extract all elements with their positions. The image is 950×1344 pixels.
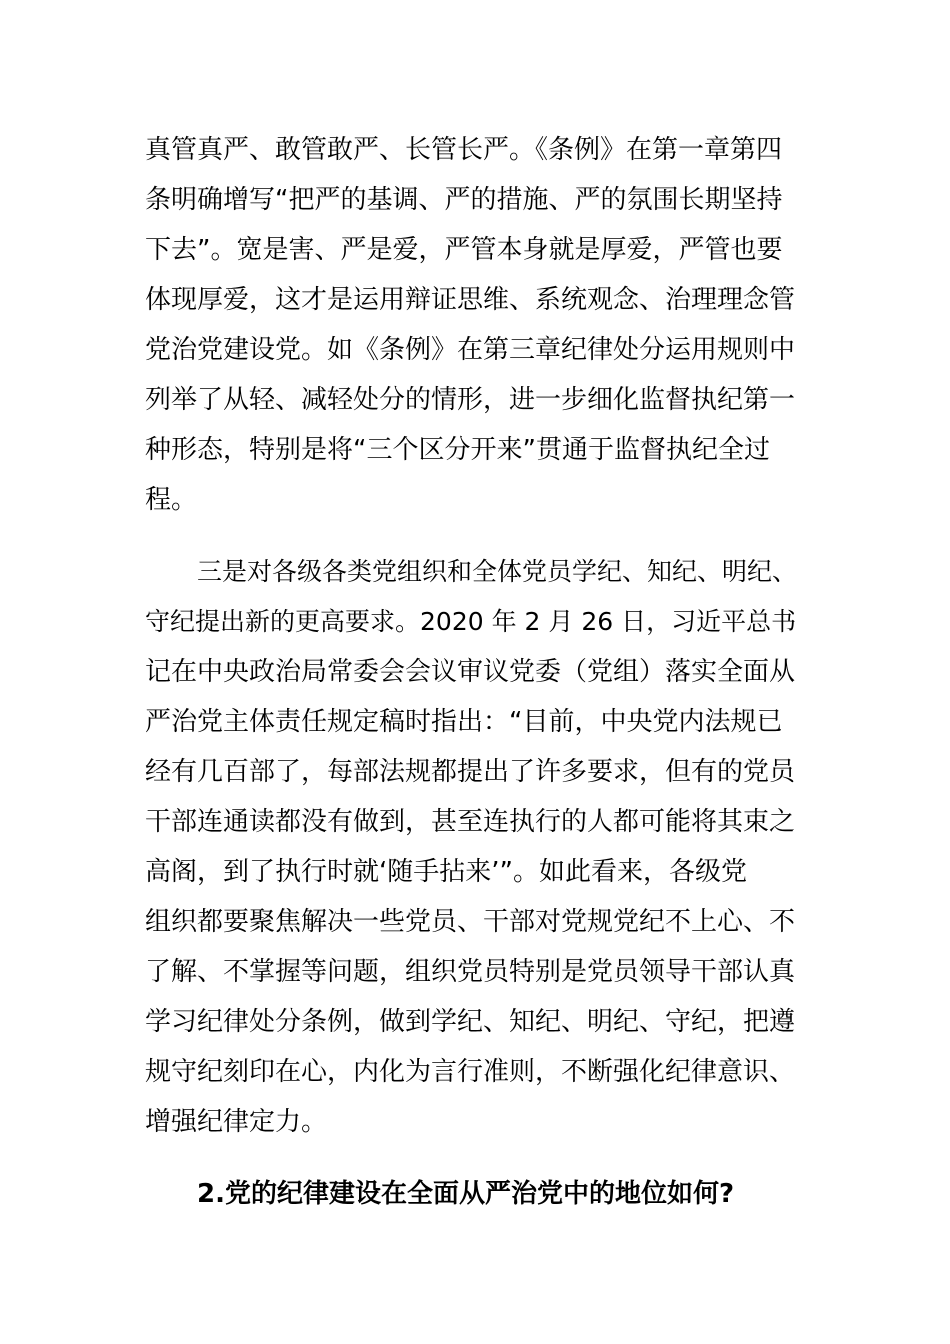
paragraph-line: 规守纪刻印在心，内化为言行准则，不断强化纪律意识、 (145, 1057, 796, 1087)
paragraph-line: 种形态，特别是将“三个区分开来”贯通于监督执纪全过 (145, 435, 770, 465)
paragraph-line: 经有几百部了，每部法规都提出了许多要求，但有的党员 (145, 757, 796, 787)
paragraph-line: 体现厚爱，这才是运用辩证思维、系统观念、治理理念管 (145, 285, 796, 315)
paragraph-line: 三是对各级各类党组织和全体党员学纪、知纪、明纪、 (197, 557, 798, 586)
paragraph-line: 条明确增写“把严的基调、严的措施、严的氛围长期坚持 (145, 185, 783, 215)
section-heading: 2.党的纪律建设在全面从严治党中的地位如何? (197, 1179, 735, 1209)
paragraph-line: 组织都要聚焦解决一些党员、干部对党规党纪不上心、不 (145, 907, 796, 937)
paragraph-line: 学习纪律处分条例，做到学纪、知纪、明纪、守纪，把遵 (145, 1007, 796, 1037)
paragraph-line: 增强纪律定力。 (145, 1107, 328, 1137)
paragraph-line: 程。 (145, 485, 198, 515)
paragraph-line: 真管真严、敢管敢严、长管长严。《条例》在第一章第四 (145, 135, 783, 165)
paragraph-line: 干部连通读都没有做到，甚至连执行的人都可能将其束之 (145, 807, 796, 837)
paragraph-line: 严治党主体责任规定稿时指出：“目前，中央党内法规已 (145, 707, 783, 737)
paragraph-line: 下去”。宽是害、严是爱，严管本身就是厚爱，严管也要 (145, 235, 783, 265)
paragraph-line: 记在中央政治局常委会会议审议党委（党组）落实全面从 (145, 657, 796, 687)
paragraph-line: 守纪提出新的更高要求。2020 年 2 月 26 日，习近平总书 (145, 607, 797, 636)
paragraph-line: 列举了从轻、减轻处分的情形，进一步细化监督执纪第一 (145, 385, 796, 415)
paragraph-line: 高阁，到了执行时就‘随手拈来’”。如此看来，各级党 (145, 857, 747, 887)
paragraph-line: 了解、不掌握等问题，组织党员特别是党员领导干部认真 (145, 957, 796, 987)
paragraph-line: 党治党建设党。如《条例》在第三章纪律处分运用规则中 (145, 335, 796, 365)
